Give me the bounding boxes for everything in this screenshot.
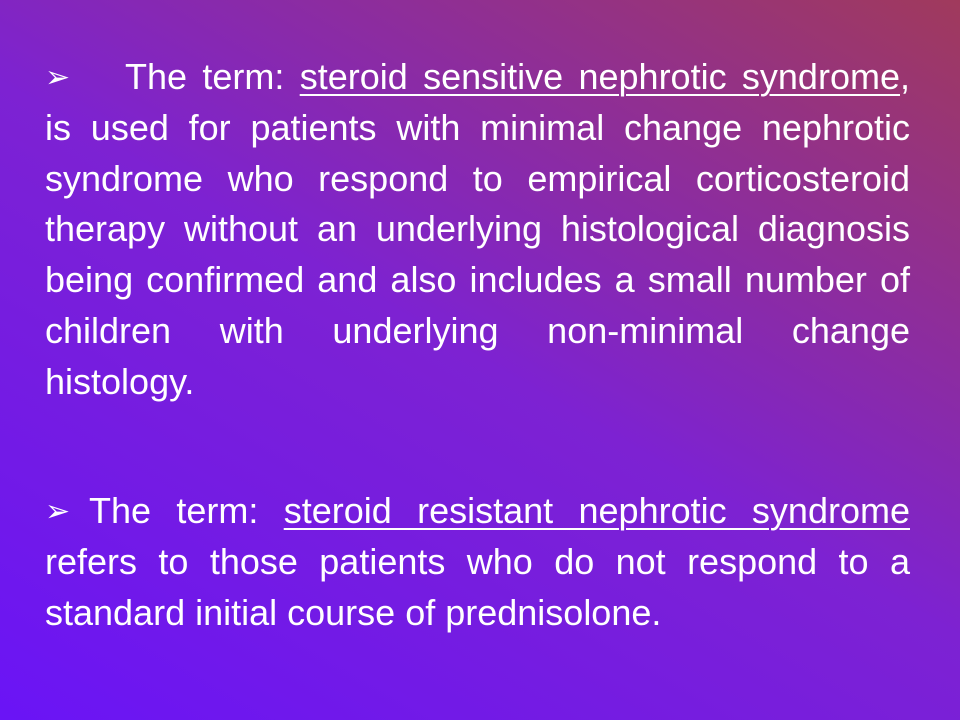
term-steroid-sensitive-nephrotic-syndrome: steroid sensitive nephrotic syndrome: [299, 56, 900, 97]
bullet-steroid-resistant: [45, 486, 910, 638]
bullet-body: , is used for patients with minimal change nephrotic syndrome who respond to empirical corticosteroid therapy without an underlying histological diagnosis being confirmed and also includes a small number of children with underlying non-minimal change histology.: [45, 56, 910, 402]
bullet-steroid-sensitive: [45, 52, 910, 408]
bullet-prefix: The term:: [89, 490, 284, 531]
bullet-prefix: The term:: [125, 56, 300, 97]
arrowhead-bullet-icon: ➢: [45, 494, 71, 529]
arrowhead-bullet-icon: ➢: [45, 60, 71, 95]
bullet-body: refers to those patients who do not respond to a standard initial course of prednisolone.: [45, 540, 910, 633]
term-steroid-resistant-nephrotic-syndrome: steroid resistant nephrotic syndrome: [283, 490, 910, 531]
